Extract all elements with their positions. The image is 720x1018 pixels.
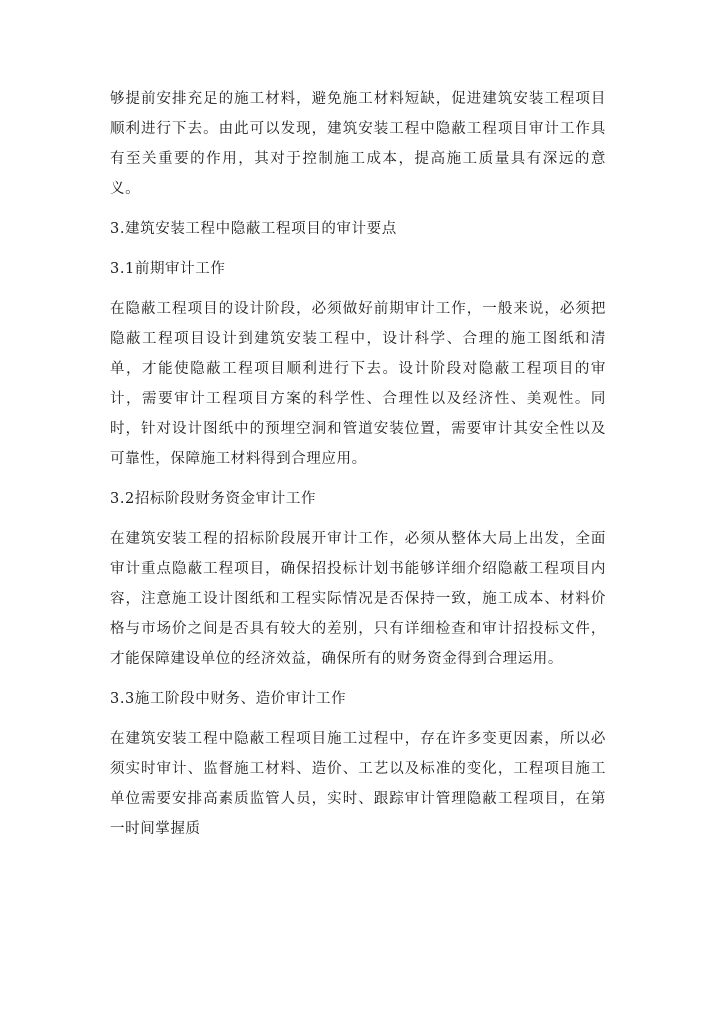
paragraph-3-3: 在建筑安装工程中隐蔽工程项目施工过程中，存在许多变更因素，所以必须实时审计、监督施工材料、造价、工艺以及标准的变化，工程项目施工单位需要安排高素质监管人员，实时、跟踪审计管理隐蔽工程项目，在第一时间掌握质 (110, 731, 606, 837)
subsection-heading-3-1: 3.1前期审计工作 (110, 261, 226, 277)
paragraph-3-1: 在隐蔽工程项目的设计阶段，必须做好前期审计工作，一般来说，必须把隐蔽工程项目设计到建筑安装工程中，设计科学、合理的施工图纸和清单，才能使隐蔽工程项目顺利进行下去。设计阶段对隐蔽工程项目的审计，需要审计工程项目方案的科学性、合理性以及经济性、美观性。同时，针对设计图纸中的预埋空洞和管道安装位置，需要审计其安全性以及可靠性，保障施工材料得到合理应用。 (110, 301, 606, 467)
subsection-heading-3-2: 3.2招标阶段财务资金审计工作 (110, 491, 317, 507)
document-page (110, 84, 606, 844)
paragraph-3-2: 在建筑安装工程的招标阶段展开审计工作，必须从整体大局上出发，全面审计重点隐蔽工程项目，确保招投标计划书能够详细介绍隐蔽工程项目内容，注意施工设计图纸和工程实际情况是否保持一致，施工成本、材料价格与市场价之间是否具有较大的差别，只有详细检查和审计招投标文件，才能保障建设单位的经济效益，确保所有的财务资金得到合理运用。 (110, 531, 606, 667)
paragraph-intro: 够提前安排充足的施工材料，避免施工材料短缺，促进建筑安装工程项目顺利进行下去。由此可以发现，建筑安装工程中隐蔽工程项目审计工作具有至关重要的作用，其对于控制施工成本，提高施工质量具有深远的意义。 (110, 91, 606, 197)
section-heading-3: 3.建筑安装工程中隐蔽工程项目的审计要点 (110, 221, 397, 237)
subsection-heading-3-3: 3.3施工阶段中财务、造价审计工作 (110, 691, 347, 707)
